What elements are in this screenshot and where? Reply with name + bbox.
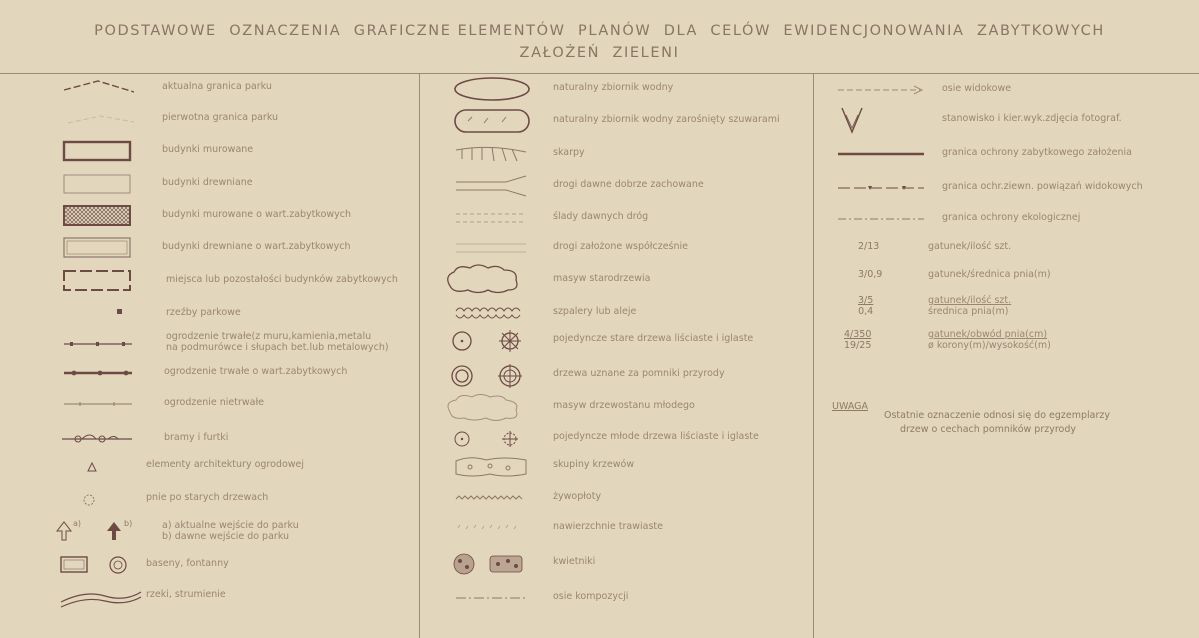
temporary-fence-icon xyxy=(60,390,140,420)
legend-label: bramy i furtki xyxy=(164,432,229,443)
label-line-a: gatunek/obwód pnia(cm) xyxy=(928,329,1048,340)
legend-label: osie kompozycji xyxy=(553,591,629,602)
legend-label: gatunek/średnica pnia(m) xyxy=(928,269,1051,280)
legend-item xyxy=(420,204,813,234)
label-line-a: a) aktualne wejście do parku xyxy=(162,520,299,531)
legend-item xyxy=(420,75,813,105)
legend-item xyxy=(0,390,419,420)
legend-label: budynki drewniane o wart.zabytkowych xyxy=(162,241,351,252)
legend-label: elementy architektury ogrodowej xyxy=(146,459,305,470)
grass-icon xyxy=(450,514,535,544)
label-line-b: b) dawne wejście do parku xyxy=(162,531,290,542)
legend-item xyxy=(420,107,813,137)
legend-label: pojedyncze młode drzewa liściaste i iglaste xyxy=(553,431,759,442)
legend-label: pierwotna granica parku xyxy=(162,112,279,123)
river-icon xyxy=(55,582,145,612)
shrubs-icon xyxy=(450,452,535,482)
legend-label: drogi założone współcześnie xyxy=(553,241,689,252)
legend-label xyxy=(162,520,299,542)
legend-label: nawierzchnie trawiaste xyxy=(553,521,663,532)
legend-item xyxy=(420,361,813,391)
legend-label: żywopłoty xyxy=(553,491,602,502)
legend-label: ogrodzenie nietrwałe xyxy=(164,397,265,408)
legend-item xyxy=(0,267,419,297)
legend-item xyxy=(0,202,419,232)
legend-label: granica ochr.ziewn. powiązań widokowych xyxy=(942,181,1143,192)
note-line-2: drzew o cechach pomników przyrody xyxy=(900,424,1077,435)
modern-road-icon xyxy=(450,234,535,264)
heritage-boundary-icon xyxy=(832,140,932,170)
old-road-icon xyxy=(450,172,535,202)
legend-label: budynki murowane xyxy=(162,144,254,155)
permanent-fence-icon xyxy=(60,329,140,359)
historic-fence-icon xyxy=(60,359,140,389)
legend-label: stanowisko i kier.wyk.zdjęcia fotograf. xyxy=(942,113,1122,124)
label-line-b: na podmurówce i słupach bet.lub metalowych) xyxy=(166,342,389,353)
triangle-icon xyxy=(60,452,140,482)
legend-label: rzeźby parkowe xyxy=(166,307,241,318)
legend-item xyxy=(814,102,1199,138)
legend-symbol: 2/13 xyxy=(858,241,880,252)
legend-item xyxy=(420,326,813,356)
legend-symbol xyxy=(858,295,873,317)
legend-item xyxy=(814,205,1199,235)
photo-view-icon xyxy=(832,102,892,138)
legend-item xyxy=(420,234,813,264)
symbol-top: 4/350 xyxy=(844,329,872,340)
legend-label: gatunek/ilość szt. xyxy=(928,241,1012,252)
legend-label: rzeki, strumienie xyxy=(146,589,226,600)
legend-label: szpalery lub aleje xyxy=(553,306,637,317)
legend-item xyxy=(420,549,813,579)
stump-circle-icon xyxy=(60,485,140,515)
view-protection-boundary-icon xyxy=(832,174,932,204)
sculpture-dot-icon xyxy=(60,300,140,330)
legend-label: osie widokowe xyxy=(942,83,1012,94)
wooden-building-icon xyxy=(60,170,140,200)
legend-label: naturalny zbiornik wodny xyxy=(553,82,674,93)
mark-a: a) xyxy=(73,519,82,528)
label-line-b: średnica pnia(m) xyxy=(928,306,1009,317)
legend-item xyxy=(814,293,1199,323)
legend-item xyxy=(0,105,419,135)
entrance-arrow-icon xyxy=(40,514,150,550)
legend-label: drzewa uznane za pomniki przyrody xyxy=(553,368,725,379)
old-tree-icon xyxy=(450,326,535,356)
legend-label xyxy=(928,329,1051,351)
legend-item xyxy=(420,299,813,329)
legend-item xyxy=(814,174,1199,204)
legend-item xyxy=(420,514,813,544)
label-line-b: ø korony(m)/wysokość(m) xyxy=(928,340,1051,351)
symbol-bottom: 19/25 xyxy=(844,340,872,351)
legend-item xyxy=(0,582,419,612)
legend-item xyxy=(0,300,419,330)
title-line-1: PODSTAWOWE OZNACZENIA GRAFICZNE ELEMENTÓW PLANÓW DLA CELÓW EWIDENCJONOWANIA ZABYTKOWYCH xyxy=(94,23,1105,39)
legend-label: budynki drewniane xyxy=(162,177,253,188)
legend-item xyxy=(0,234,419,264)
hatched-building-icon xyxy=(60,202,140,232)
road-traces-icon xyxy=(450,204,535,234)
legend-item xyxy=(420,584,813,614)
label-line-a: gatunek/ilość szt. xyxy=(928,295,1012,306)
young-tree-icon xyxy=(450,424,535,454)
symbol-bottom: 0,4 xyxy=(858,306,874,317)
legend-item xyxy=(0,74,419,104)
legend-label: skupiny krzewów xyxy=(553,459,635,470)
pool-fountain-icon xyxy=(55,551,145,581)
legend-label: budynki murowane o wart.zabytkowych xyxy=(162,209,352,220)
legend-label: naturalny zbiornik wodny zarośnięty szuwarami xyxy=(553,114,780,125)
legend-label: aktualna granica parku xyxy=(162,81,272,92)
composition-axis-icon xyxy=(450,584,535,614)
legend-item xyxy=(420,424,813,454)
ecological-boundary-icon xyxy=(832,205,932,235)
mark-b: b) xyxy=(124,519,133,528)
pond-icon xyxy=(450,75,535,105)
legend-title xyxy=(0,20,1199,64)
legend-label: kwietniki xyxy=(553,556,596,567)
legend-item xyxy=(420,452,813,482)
legend-item xyxy=(0,551,419,581)
legend-item xyxy=(814,262,1199,292)
legend-label: ogrodzenie trwałe o wart.zabytkowych xyxy=(164,366,348,377)
legend-label: masyw drzewostanu młodego xyxy=(553,400,695,411)
legend-symbol: 3/0,9 xyxy=(858,269,883,280)
legend-label: skarpy xyxy=(553,147,585,158)
legend-item xyxy=(0,452,419,482)
legend-label: baseny, fontanny xyxy=(146,558,229,569)
legend-label: masyw starodrzewia xyxy=(553,273,651,284)
old-stand-icon xyxy=(440,262,540,296)
legend-item xyxy=(0,137,419,167)
reedy-pond-icon xyxy=(450,107,535,137)
slope-icon xyxy=(450,140,535,170)
young-stand-icon xyxy=(440,390,540,424)
dash-boundary-icon xyxy=(60,74,140,104)
legend-label: pojedyncze stare drzewa liściaste i iglaste xyxy=(553,333,754,344)
legend-symbol xyxy=(844,329,871,351)
legend-label: granica ochrony zabytkowego założenia xyxy=(942,147,1132,158)
legend-item xyxy=(814,234,1199,264)
legend-label: drogi dawne dobrze zachowane xyxy=(553,179,704,190)
monument-tree-icon xyxy=(450,361,535,391)
legend-item xyxy=(420,172,813,202)
legend-label: ślady dawnych dróg xyxy=(553,211,649,222)
hedge-icon xyxy=(450,484,535,514)
legend-item xyxy=(0,485,419,515)
faint-boundary-icon xyxy=(60,105,140,135)
legend-label xyxy=(166,331,389,353)
note-heading: UWAGA xyxy=(832,401,869,412)
legend-item xyxy=(420,484,813,514)
double-outline-building-icon xyxy=(60,234,140,264)
symbol-top: 3/5 xyxy=(858,295,874,306)
legend-item xyxy=(0,425,419,455)
dashed-building-icon xyxy=(60,267,140,297)
title-line-2: ZAŁOŻEŃ ZIELENI xyxy=(519,45,680,61)
legend-item xyxy=(420,262,813,296)
legend-item xyxy=(814,327,1199,357)
legend-item xyxy=(0,170,419,200)
label-line-a: ogrodzenie trwałe(z muru,kamienia,metalu xyxy=(166,331,372,342)
gate-icon xyxy=(60,425,140,455)
legend-label xyxy=(928,295,1011,317)
legend-label: pnie po starych drzewach xyxy=(146,492,269,503)
alley-icon xyxy=(450,299,535,329)
flowerbed-icon xyxy=(450,549,535,579)
note-line-1: Ostatnie oznaczenie odnosi się do egzemplarzy xyxy=(884,410,1111,421)
legend-item xyxy=(420,390,813,424)
legend-item xyxy=(420,140,813,170)
legend-label: miejsca lub pozostałości budynków zabytkowych xyxy=(166,274,398,285)
brick-building-icon xyxy=(60,137,140,167)
legend-item xyxy=(814,140,1199,170)
legend-item xyxy=(0,514,419,550)
legend-label: granica ochrony ekologicznej xyxy=(942,212,1081,223)
legend-item xyxy=(0,359,419,389)
